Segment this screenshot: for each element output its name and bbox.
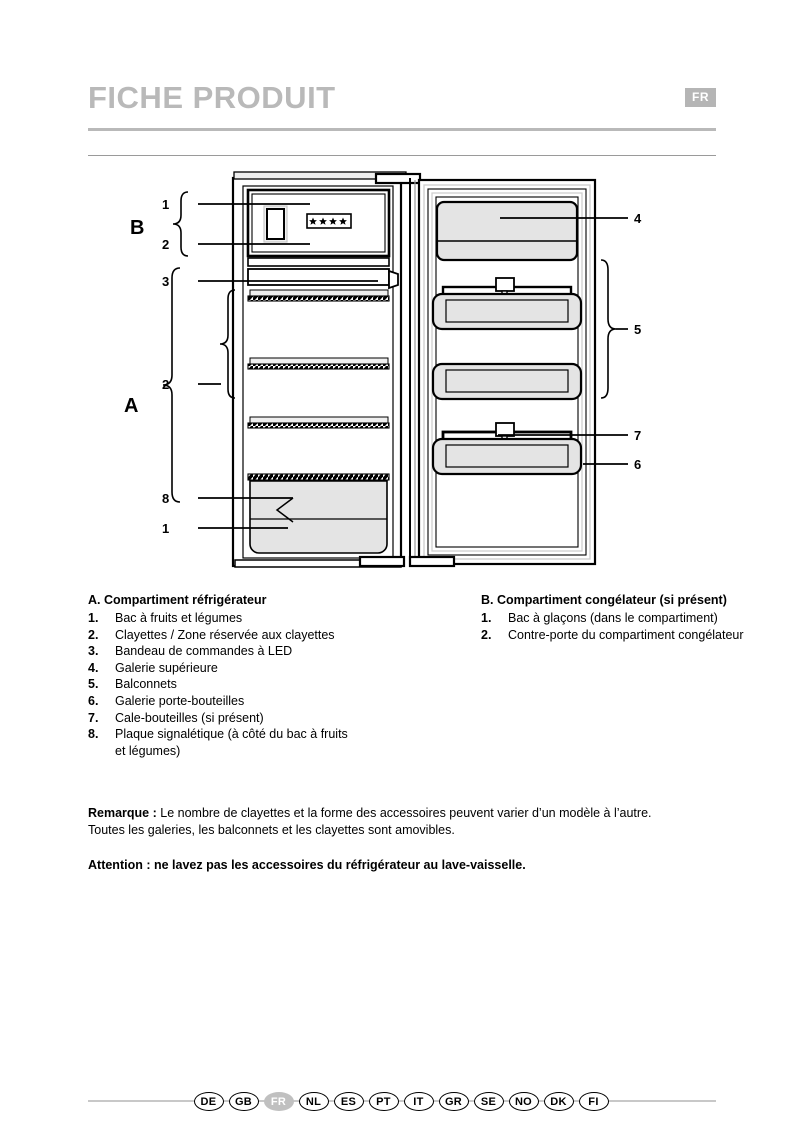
callout-a1: 1 bbox=[162, 521, 170, 536]
legend-number: 1. bbox=[481, 611, 492, 625]
page-header bbox=[88, 78, 716, 124]
legend-number: 8. bbox=[88, 727, 99, 742]
note-remark-text: Le nombre de clayettes et la forme des accessoires peuvent varier d’un modèle à l’autre. bbox=[156, 806, 652, 820]
callout-a3: 3 bbox=[162, 274, 170, 289]
legend-number: 2. bbox=[481, 627, 492, 642]
legend-number: 4. bbox=[88, 660, 99, 675]
language-badge-header: FR bbox=[685, 88, 716, 107]
language-pill-gb[interactable]: GB bbox=[229, 1092, 259, 1111]
legend-number: 1. bbox=[88, 611, 99, 625]
legend-label: Bandeau de commandes à LED bbox=[115, 644, 293, 659]
legend-heading-b: B. Compartiment congélateur (si présent) bbox=[481, 593, 727, 607]
note-remark bbox=[88, 805, 708, 822]
language-pill-nl[interactable]: NL bbox=[299, 1092, 329, 1111]
legend-item bbox=[88, 627, 478, 644]
legend-item bbox=[88, 610, 478, 627]
language-selector bbox=[0, 1092, 802, 1111]
legend-label-line2: et légumes) bbox=[115, 743, 181, 758]
appliance-diagram bbox=[88, 168, 716, 582]
legend-item bbox=[88, 676, 478, 693]
callout-d5: 5 bbox=[634, 322, 642, 337]
legend-number: 6. bbox=[88, 693, 99, 708]
legend-number: 3. bbox=[88, 644, 99, 659]
legend-item bbox=[88, 710, 478, 727]
legend-label: Bac à fruits et légumes bbox=[115, 611, 243, 625]
legend-label: Cale-bouteilles (si présent) bbox=[115, 710, 264, 725]
callout-b1: 1 bbox=[162, 197, 170, 212]
bracket-label-a: A bbox=[124, 395, 139, 417]
legend-item bbox=[481, 610, 802, 627]
legend-item bbox=[88, 726, 478, 759]
legend-number: 2. bbox=[88, 627, 99, 642]
callout-a2: 2 bbox=[162, 377, 170, 392]
legend-label bbox=[115, 726, 478, 759]
legend-label: Clayettes / Zone réservée aux clayettes bbox=[115, 627, 335, 642]
header-divider-thick bbox=[88, 128, 716, 131]
callout-d6: 6 bbox=[634, 457, 642, 472]
notes-block bbox=[88, 805, 708, 874]
callout-b2: 2 bbox=[162, 237, 170, 252]
language-pill-pt[interactable]: PT bbox=[369, 1092, 399, 1111]
legend-label-line1: Plaque signalétique (à côté du bac à fruits bbox=[115, 727, 348, 742]
legend-item bbox=[88, 660, 478, 677]
legend-label: Balconnets bbox=[115, 677, 177, 692]
page-title: FICHE PRODUIT bbox=[88, 80, 336, 115]
legend-number: 5. bbox=[88, 677, 99, 692]
legend-label: Galerie porte-bouteilles bbox=[115, 693, 245, 708]
language-pill-de[interactable]: DE bbox=[194, 1092, 224, 1111]
legend-label: Contre-porte du compartiment congélateur bbox=[508, 627, 744, 642]
legend-label: Bac à glaçons (dans le compartiment) bbox=[508, 611, 718, 625]
legend-label: Galerie supérieure bbox=[115, 660, 218, 675]
note-remark-label: Remarque : bbox=[88, 806, 157, 820]
language-pill-fr[interactable]: FR bbox=[264, 1092, 294, 1111]
bracket-label-b: B bbox=[130, 217, 145, 239]
language-pill-dk[interactable]: DK bbox=[544, 1092, 574, 1111]
language-pill-se[interactable]: SE bbox=[474, 1092, 504, 1111]
legend-number: 7. bbox=[88, 710, 99, 725]
callout-d4: 4 bbox=[634, 211, 642, 226]
callout-a8: 8 bbox=[162, 491, 170, 506]
callout-d7: 7 bbox=[634, 428, 642, 443]
legend-column-b bbox=[481, 592, 802, 643]
note-warning: Attention : ne lavez pas les accessoires du réfrigérateur au lave-vaisselle. bbox=[88, 858, 526, 872]
legend-item bbox=[88, 643, 478, 660]
language-pill-it[interactable]: IT bbox=[404, 1092, 434, 1111]
legend-column-a bbox=[88, 592, 478, 759]
language-pill-no[interactable]: NO bbox=[509, 1092, 539, 1111]
legend-item bbox=[88, 693, 478, 710]
language-pill-es[interactable]: ES bbox=[334, 1092, 364, 1111]
legend-heading-a: A. Compartiment réfrigérateur bbox=[88, 593, 267, 607]
language-pill-fi[interactable]: FI bbox=[579, 1092, 609, 1111]
header-divider-thin bbox=[88, 155, 716, 156]
note-removable: Toutes les galeries, les balconnets et les clayettes sont amovibles. bbox=[88, 823, 455, 837]
language-pill-gr[interactable]: GR bbox=[439, 1092, 469, 1111]
legend-item bbox=[481, 627, 802, 644]
